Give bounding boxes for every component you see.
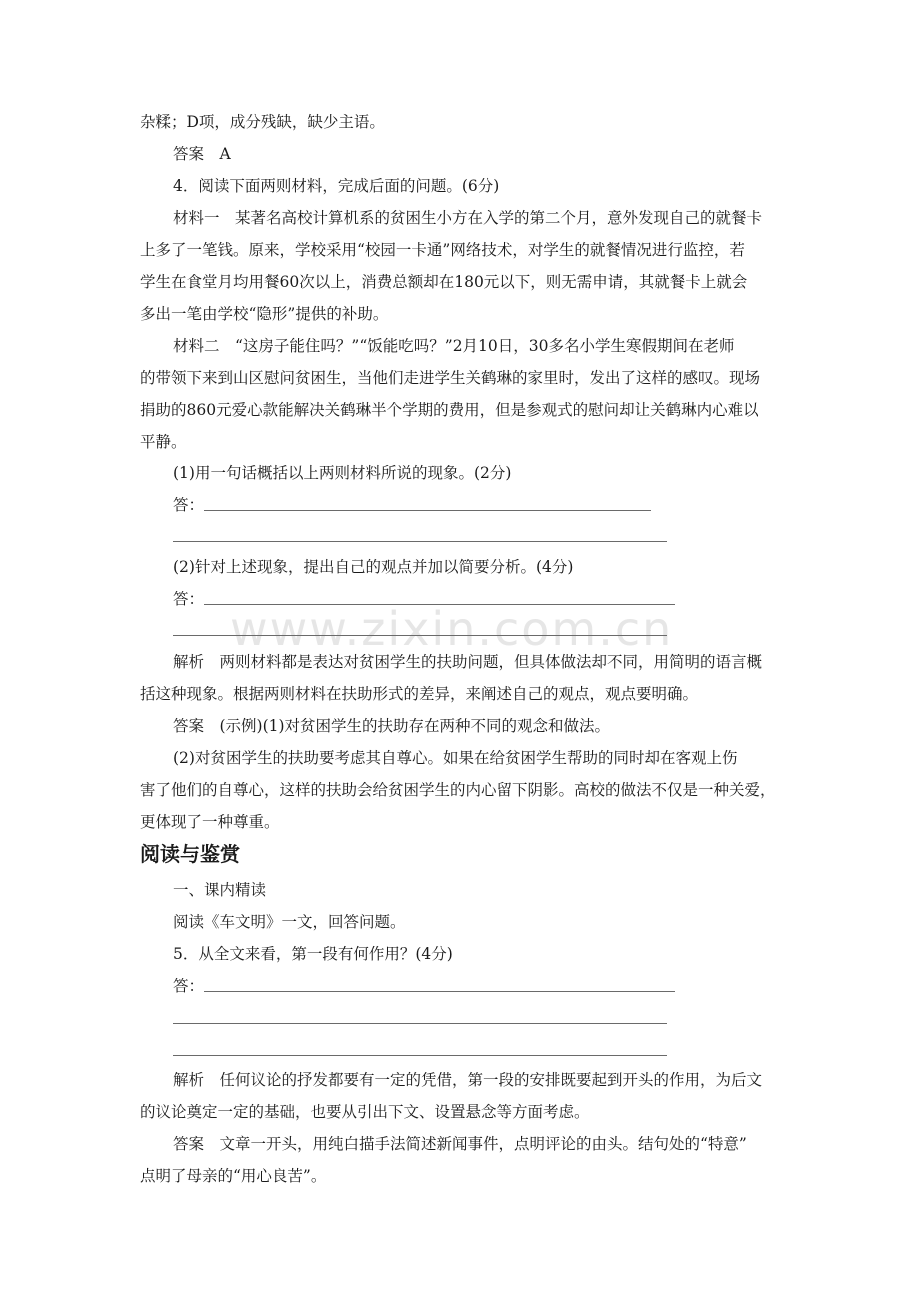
- answer-line: 答案 A: [173, 145, 231, 163]
- question-5: 5．从全文来看，第一段有何作用？(4分): [173, 945, 453, 963]
- text-line: 上多了一笔钱。原来，学校采用“校园一卡通”网络技术，对学生的就餐情况进行监控，若: [140, 241, 745, 259]
- text-line: 的议论奠定一定的基础，也要从引出下文、设置悬念等方面考虑。: [140, 1103, 590, 1121]
- sub-question-2: (2)针对上述现象，提出自己的观点并加以简要分析。(4分): [173, 558, 574, 576]
- text-line: 括这种现象。根据两则材料在扶助形式的差异，来阐述自己的观点，观点要明确。: [140, 685, 699, 703]
- answer-blank-line[interactable]: [204, 510, 651, 511]
- text-line: (2)对贫困学生的扶助要考虑其自尊心。如果在给贫困学生帮助的同时却在客观上伤: [173, 749, 738, 767]
- text-line: 更体现了一种尊重。: [140, 813, 280, 831]
- text-line: 材料二 “这房子能住吗？”“饭能吃吗？”2月10日，30多名小学生寒假期间在老师: [173, 337, 735, 355]
- answer-line: 答案 (示例)(1)对贫困学生的扶助存在两种不同的观念和做法。: [173, 717, 611, 735]
- text-line: 害了他们的自尊心，这样的扶助会给贫困学生的内心留下阴影。高校的做法不仅是一种关爱，: [140, 781, 776, 799]
- text-line: 捐助的860元爱心款能解决关鹤琳半个学期的费用，但是参观式的慰问却让关鹤琳内心难以: [140, 401, 759, 419]
- answer-blank-line[interactable]: [204, 604, 675, 605]
- answer-label: 答：: [173, 496, 205, 514]
- answer-blank-line[interactable]: [173, 1023, 667, 1024]
- answer-label: 答：: [173, 977, 205, 995]
- answer-blank-line[interactable]: [173, 1055, 667, 1056]
- answer-blank-line[interactable]: [173, 541, 667, 542]
- answer-line: 答案 文章一开头，用纯白描手法简述新闻事件，点明评论的由头。结句处的“特意”: [173, 1135, 747, 1153]
- analysis-line: 解析 任何议论的抒发都要有一定的凭借，第一段的安排既要起到开头的作用，为后文: [173, 1071, 763, 1089]
- answer-label: 答：: [173, 590, 205, 608]
- answer-blank-line[interactable]: [173, 635, 667, 636]
- section-heading: 阅读与鉴赏: [140, 842, 240, 866]
- analysis-line: 解析 两则材料都是表达对贫困学生的扶助问题，但具体做法却不同，用简明的语言概: [173, 653, 763, 671]
- text-line: 材料一 某著名高校计算机系的贫困生小方在入学的第二个月，意外发现自己的就餐卡: [173, 209, 763, 227]
- sub-question-1: (1)用一句话概括以上两则材料所说的现象。(2分): [173, 464, 512, 482]
- text-line: 多出一笔由学校“隐形”提供的补助。: [140, 305, 389, 323]
- question-4: 4．阅读下面两则材料，完成后面的问题。(6分): [173, 177, 500, 195]
- text-line: 点明了母亲的“用心良苦”。: [140, 1167, 327, 1185]
- answer-blank-line[interactable]: [204, 991, 675, 992]
- text-line: 的带领下来到山区慰问贫困生，当他们走进学生关鹤琳的家里时，发出了这样的感叹。现场: [140, 369, 761, 387]
- subsection-title: 一、课内精读: [173, 881, 267, 899]
- text-line: 平静。: [140, 433, 187, 451]
- text-line: 学生在食堂月均用餐60次以上，消费总额却在180元以下，则无需申请，其就餐卡上就会: [140, 273, 748, 291]
- text-line: 阅读《车文明》一文，回答问题。: [173, 913, 406, 931]
- text-line: 杂糅；D项，成分残缺，缺少主语。: [140, 113, 385, 131]
- watermark: www.zixin.com.cn: [230, 602, 674, 656]
